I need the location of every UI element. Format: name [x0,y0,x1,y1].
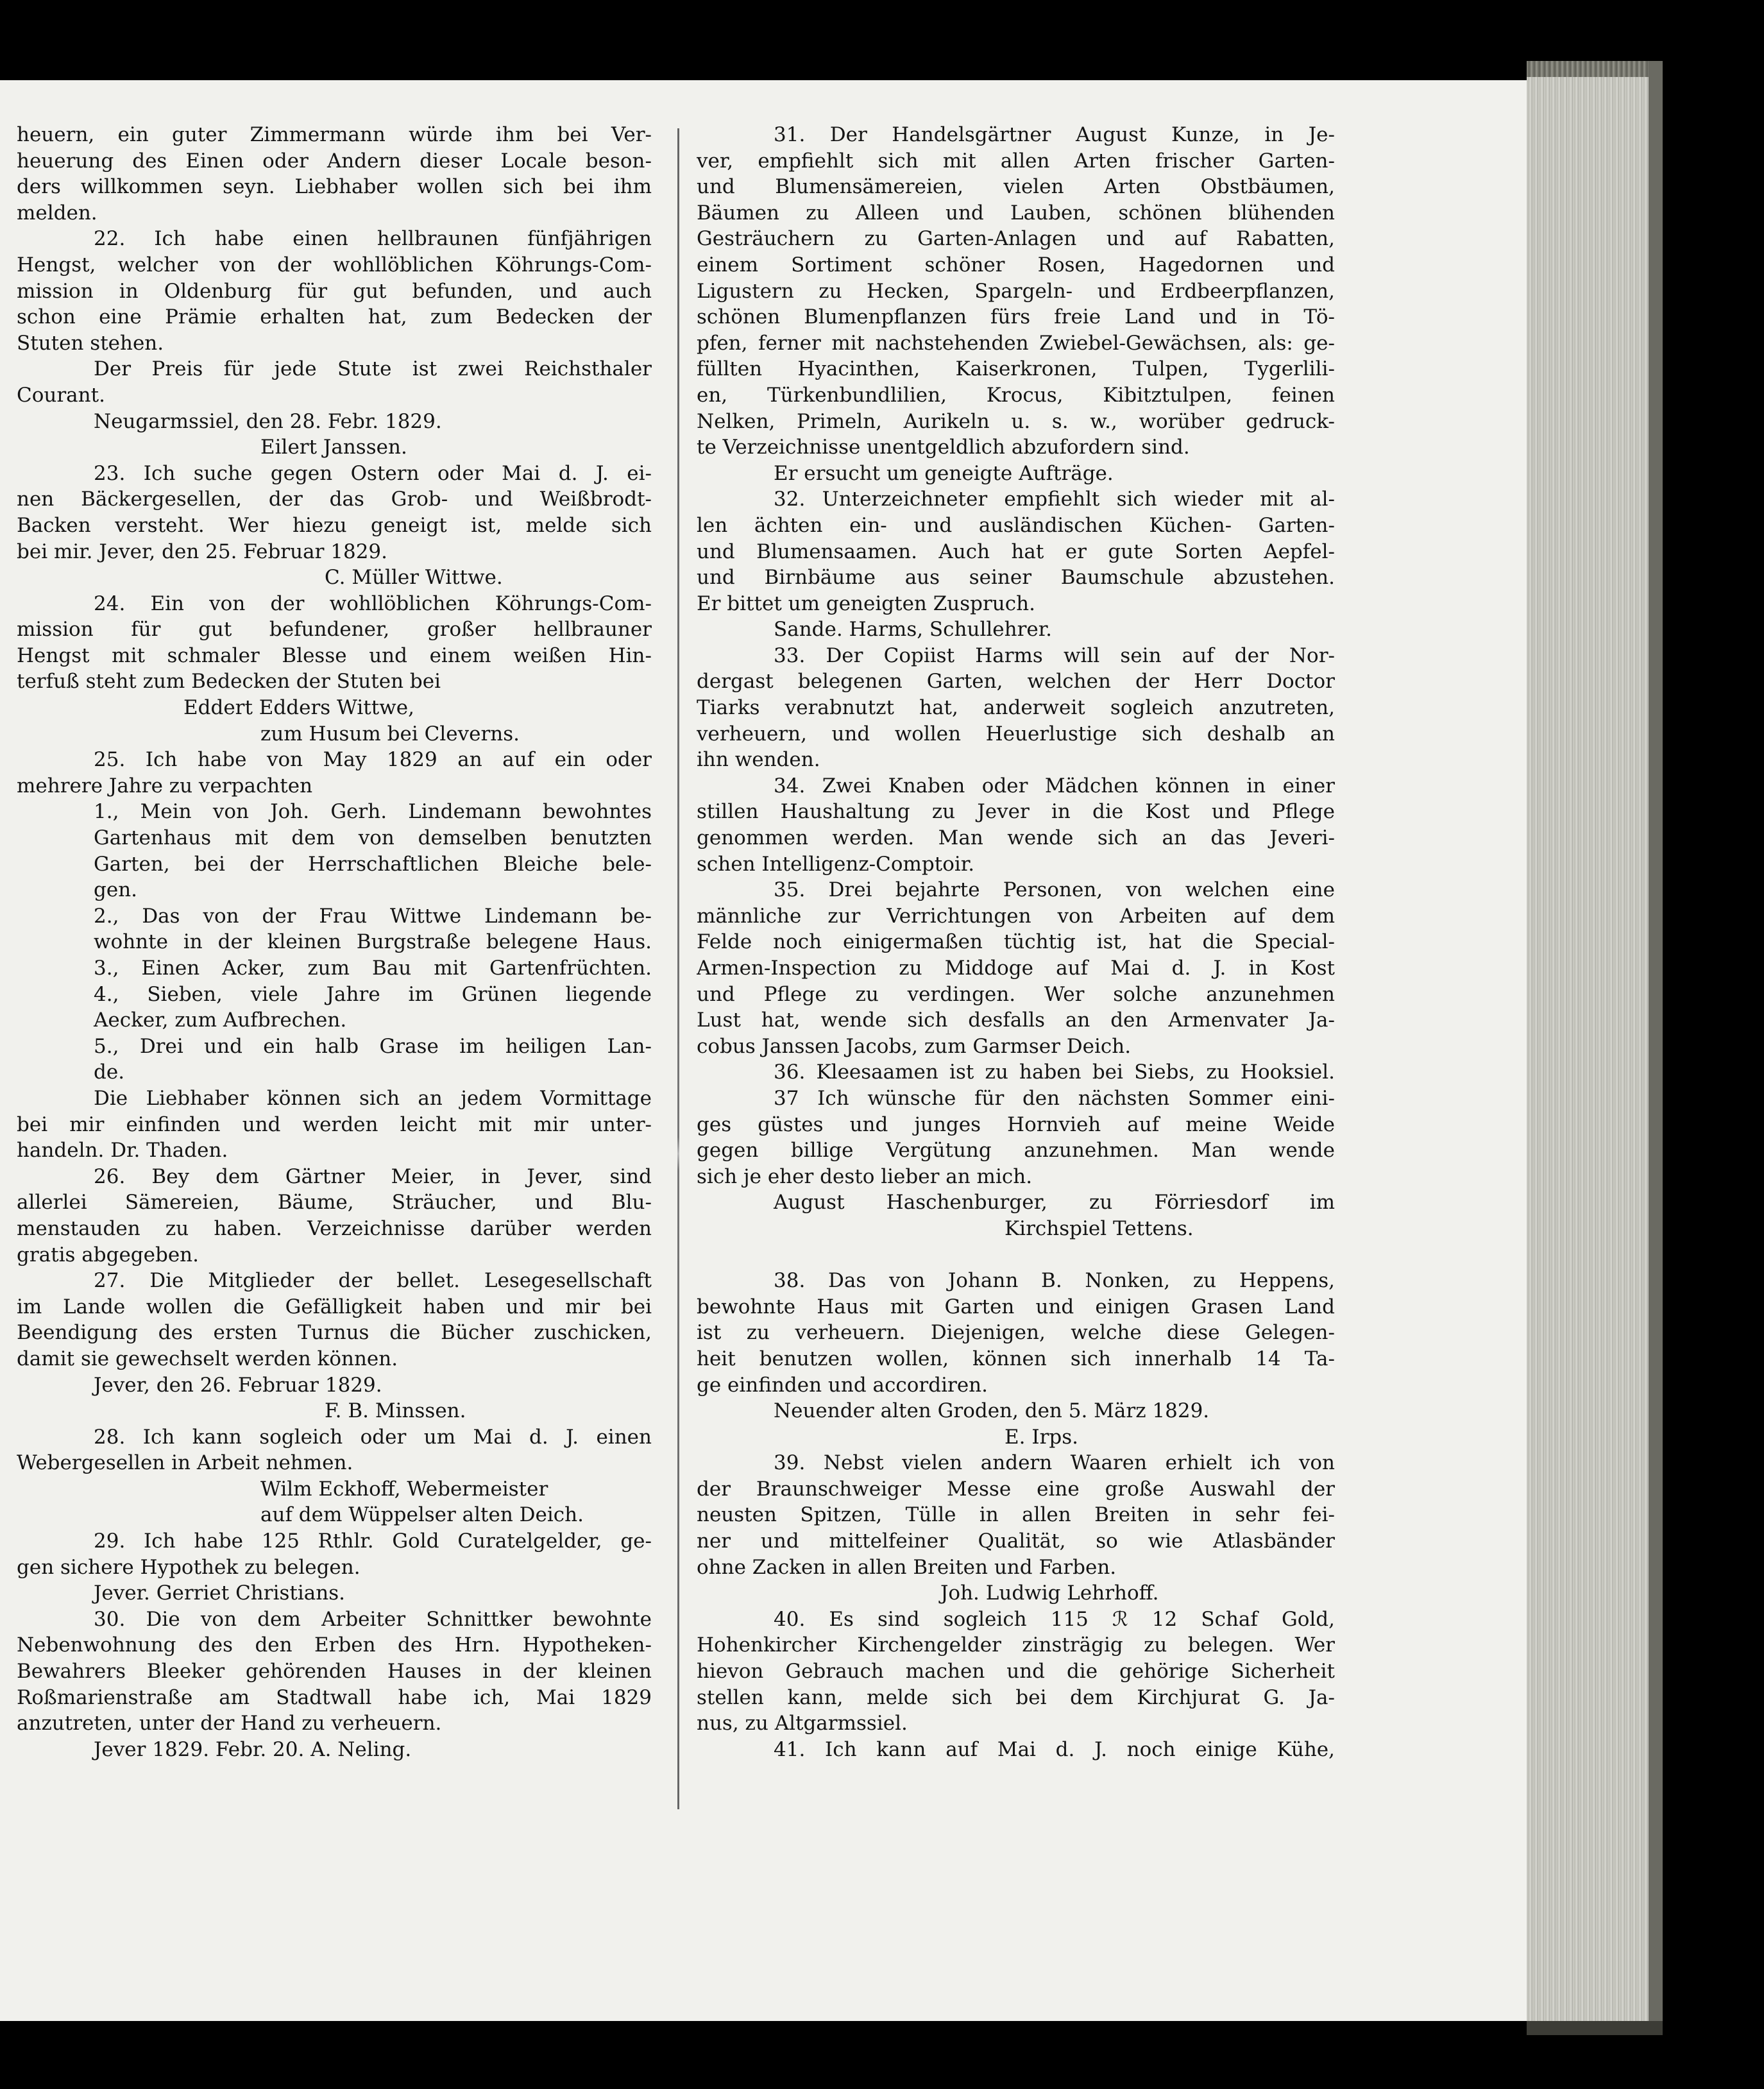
text-line: schon eine Prämie erhalten hat, zum Bedecken der [17,305,652,329]
text-line: Er bittet um geneigten Zuspruch. [697,592,1035,615]
text-line: damit sie gewechselt werden können. [17,1347,398,1370]
text-line: 32. Unterzeichneter empfiehlt sich wieder mit al- [774,488,1335,511]
text-line: E. Irps. [1005,1425,1079,1449]
text-line: Aecker, zum Aufbrechen. [94,1009,347,1032]
text-line: mehrere Jahre zu verpachten [17,774,313,797]
text-line: terfuß steht zum Bedecken der Stuten bei [17,670,441,694]
text-line: wohnte in der kleinen Burgstraße belegene Haus. [94,930,652,954]
text-line: schönen Blumenpflanzen fürs freie Land und in Tö- [697,305,1335,329]
text-line: 37 Ich wünsche für den nächsten Sommer eini- [774,1086,1335,1110]
text-line: füllten Hyacinthen, Kaiserkronen, Tulpen, Tygerlili- [697,357,1335,381]
text-line: te Verzeichnisse unentgeldlich abzufordern sind. [697,436,1190,459]
text-line: hievon Gebrauch machen und die gehörige Sicherheit [697,1660,1335,1684]
text-line: Wilm Eckhoff, Webermeister [260,1477,548,1501]
text-line: ges güstes und junges Hornvieh auf meine Weide [697,1113,1335,1136]
text-line: verheuern, und wollen Heuerlustige sich deshalb an [697,722,1335,746]
text-line: Roßmarienstraße am Stadtwall habe ich, Mai 1829 [17,1685,652,1709]
text-line: 29. Ich habe 125 Rthlr. Gold Curatelgelder, ge- [94,1530,652,1553]
text-line: pfen, ferner mit nachstehenden Zwiebel-Gewächsen, als: ge- [697,331,1335,355]
book-cover-spine [1649,61,1663,2031]
text-line: mission für gut befundener, großer hellbrauner [17,618,652,642]
text-line: im Lande wollen die Gefälligkeit haben und mir bei [17,1295,652,1318]
text-line: ihn wenden. [697,748,820,772]
text-line: Armen-Inspection zu Middoge auf Mai d. J. in Kost [697,957,1335,980]
text-line: C. Müller Wittwe. [325,566,503,590]
book-cover-bottom-edge [1527,2021,1663,2035]
page-stack-edges [1527,77,1649,2021]
text-line: ist zu verheuern. Diejenigen, welche diese Gelegen- [697,1321,1335,1345]
text-line: Jever, den 26. Februar 1829. [94,1373,382,1397]
text-line: Neuender alten Groden, den 5. März 1829. [774,1399,1210,1423]
text-line: 30. Die von dem Arbeiter Schnittker bewohnte [94,1607,652,1631]
text-line: 36. Kleesaamen ist zu haben bei Siebs, zu Hooksiel. [774,1061,1335,1084]
text-line: Ligustern zu Hecken, Spargeln- und Erdbeerpflanzen, [697,279,1335,303]
text-line: 1., Mein von Joh. Gerh. Lindemann bewohntes [94,800,652,824]
text-line: bewohnte Haus mit Garten und einigen Grasen Land [697,1295,1335,1318]
text-line: en, Türkenbundlilien, Krocus, Kibitztulpen, feinen [697,383,1335,407]
right-column [697,122,1335,1762]
text-line: nus, zu Altgarmssiel. [697,1712,908,1735]
text-line: und Birnbäume aus seiner Baumschule abzustehen. [697,566,1335,590]
text-line: 41. Ich kann auf Mai d. J. noch einige Kühe, [774,1737,1335,1761]
column-divider [677,128,679,1809]
text-line: 27. Die Mitglieder der bellet. Lesegesellschaft [94,1269,652,1293]
text-line: Bäumen zu Alleen und Lauben, schönen blühenden [697,201,1335,225]
text-line: Hengst mit schmaler Blesse und einem weißen Hin- [17,644,652,667]
text-line: Jever. Gerriet Christians. [94,1582,345,1605]
text-line: Die Liebhaber können sich an jedem Vormittage [94,1086,652,1110]
text-line: und Blumensaamen. Auch hat er gute Sorten Aepfel- [697,540,1335,563]
text-line: de. [94,1061,125,1084]
text-line: 40. Es sind sogleich 115 ℛ 12 Schaf Gold, [774,1607,1335,1631]
text-line: Beendigung des ersten Turnus die Bücher zuschicken, [17,1321,652,1345]
text-line: 2., Das von der Frau Wittwe Lindemann be- [94,904,652,928]
text-line: Eddert Edders Wittwe, [183,696,414,720]
text-line: len ächten ein- und ausländischen Küchen- Garten- [697,513,1335,537]
text-line: Joh. Ludwig Lehrhoff. [940,1582,1159,1605]
text-line: sich je eher desto lieber an mich. [697,1164,1033,1188]
text-line: Gesträuchern zu Garten-Anlagen und auf Rabatten, [697,227,1335,251]
text-line: cobus Janssen Jacobs, zum Garmser Deich. [697,1034,1132,1058]
text-line: ders willkommen seyn. Liebhaber wollen sich bei ihm [17,175,652,199]
text-line: Sande. Harms, Schullehrer. [774,618,1053,642]
text-line: neusten Spitzen, Tülle in allen Breiten in sehr fei- [697,1503,1335,1527]
text-line: Lust hat, wende sich desfalls an den Armenvater Ja- [697,1009,1335,1032]
text-line: Neugarmssiel, den 28. Febr. 1829. [94,409,442,433]
text-line: Jever 1829. Febr. 20. A. Neling. [94,1737,412,1761]
text-line: gen. [94,878,138,902]
text-line: der Braunschweiger Messe eine große Auswahl der [697,1477,1335,1501]
text-line: melden. [17,201,98,225]
text-line: Hohenkircher Kirchengelder zinsträgig zu belegen. Wer [697,1633,1335,1657]
text-line: Kirchspiel Tettens. [1005,1216,1194,1240]
text-line: Garten, bei der Herrschaftlichen Bleiche bele- [94,852,652,876]
text-line: 34. Zwei Knaben oder Mädchen können in einer [774,774,1335,797]
text-line: Gartenhaus mit dem von demselben benutzten [94,826,652,850]
text-line: 26. Bey dem Gärtner Meier, in Jever, sind [94,1164,652,1188]
text-line: Eilert Janssen. [260,436,407,459]
text-line: anzutreten, unter der Hand zu verheuern. [17,1712,442,1735]
text-line: Der Preis für jede Stute ist zwei Reichsthaler [94,357,652,381]
text-line: männliche zur Verrichtungen von Arbeiten auf dem [697,904,1335,928]
text-line: 22. Ich habe einen hellbraunen fünfjährigen [94,227,652,251]
text-line: 35. Drei bejahrte Personen, von welchen eine [774,878,1335,902]
text-line: Nelken, Primeln, Aurikeln u. s. w., worüber gedruck- [697,409,1335,433]
text-line: Courant. [17,383,105,407]
text-line: menstauden zu haben. Verzeichnisse darüber werden [17,1216,652,1240]
text-line: gegen billige Vergütung anzunehmen. Man wende [697,1139,1335,1163]
text-line: 39. Nebst vielen andern Waaren erhielt ich von [774,1451,1335,1475]
text-line: stillen Haushaltung zu Jever in die Kost und Pflege [697,800,1335,824]
text-line: 3., Einen Acker, zum Bau mit Gartenfrüchten. [94,957,652,980]
text-line: Webergesellen in Arbeit nehmen. [17,1451,353,1475]
text-line: ohne Zacken in allen Breiten und Farben. [697,1555,1117,1579]
text-line: und Pflege zu verdingen. Wer solche anzunehmen [697,982,1335,1006]
text-line: 5., Drei und ein halb Grase im heiligen Lan- [94,1034,652,1058]
text-line: 4., Sieben, viele Jahre im Grünen liegende [94,982,652,1006]
text-line: auf dem Wüppelser alten Deich. [260,1503,584,1527]
text-line: 23. Ich suche gegen Ostern oder Mai d. J. ei- [94,461,652,485]
text-line: Bewahrers Bleeker gehörenden Hauses in der kleinen [17,1660,652,1684]
text-line: und Blumensämereien, vielen Arten Obstbäumen, [697,175,1335,199]
text-line: stellen kann, melde sich bei dem Kirchjurat G. Ja- [697,1685,1335,1709]
text-line: handeln. Dr. Thaden. [17,1139,228,1163]
text-line: schen Intelligenz-Comptoir. [697,852,975,876]
text-line: 31. Der Handelsgärtner August Kunze, in Je- [774,123,1335,146]
text-line: gratis abgegeben. [17,1243,199,1266]
text-line: allerlei Sämereien, Bäume, Sträucher, und Blu- [17,1191,652,1215]
text-line: einem Sortiment schöner Rosen, Hagedornen und [697,253,1335,277]
text-line: heit benutzen wollen, können sich innerhalb 14 Ta- [697,1347,1335,1370]
text-line: Tiarks verabnutzt hat, anderweit sogleich anzutreten, [697,696,1335,720]
text-line: zum Husum bei Cleverns. [260,722,520,746]
text-line: heuern, ein guter Zimmermann würde ihm bei Ver- [17,123,652,146]
text-line: dergast belegenen Garten, welchen der Herr Doctor [697,670,1335,694]
text-line: Stuten stehen. [17,331,164,355]
text-line: 38. Das von Johann B. Nonken, zu Heppens, [774,1269,1335,1293]
text-line: Er ersucht um geneigte Aufträge. [774,461,1114,485]
text-line: mission in Oldenburg für gut befunden, und auch [17,279,652,303]
text-line: bei mir einfinden und werden leicht mit mir unter- [17,1113,652,1136]
text-line: heuerung des Einen oder Andern dieser Locale beson- [17,149,652,173]
blank-line [697,1242,1335,1268]
text-line: ge einfinden und accordiren. [697,1373,988,1397]
text-line: Felde noch einigermaßen tüchtig ist, hat die Special- [697,930,1335,954]
text-line: 25. Ich habe von May 1829 an auf ein oder [94,748,652,772]
text-line: Backen versteht. Wer hiezu geneigt ist, melde sich [17,513,652,537]
text-line: nen Bäckergesellen, der das Grob- und Weißbrodt- [17,488,652,511]
text-line: gen sichere Hypothek zu belegen. [17,1555,360,1579]
left-column [17,122,652,1762]
text-line: Nebenwohnung des den Erben des Hrn. Hypotheken- [17,1633,652,1657]
text-line: ver, empfiehlt sich mit allen Arten frischer Garten- [697,149,1335,173]
text-line: 33. Der Copiist Harms will sein auf der Nor- [774,644,1335,667]
text-line: Hengst, welcher von der wohllöblichen Köhrungs-Com- [17,253,652,277]
text-line: genommen werden. Man wende sich an das Jeveri- [697,826,1335,850]
text-line: bei mir. Jever, den 25. Februar 1829. [17,540,387,563]
text-line: ner und mittelfeiner Qualität, so wie Atlasbänder [697,1530,1335,1553]
text-line: 24. Ein von der wohllöblichen Köhrungs-Com- [94,592,652,615]
text-line: August Haschenburger, zu Förriesdorf im [774,1191,1335,1215]
text-line: F. B. Minssen. [325,1399,466,1423]
text-line: 28. Ich kann sogleich oder um Mai d. J. einen [94,1425,652,1449]
